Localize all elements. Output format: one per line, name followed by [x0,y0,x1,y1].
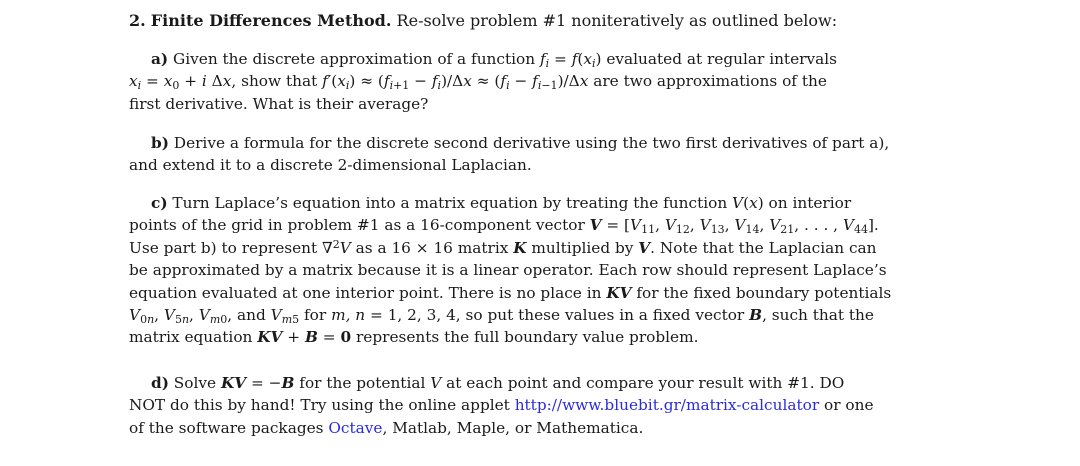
part-c-line-6: $V_{0n}$, $V_{5n}$, $V_{m0}$, and $V_{m5}$ for m, n = 1, 2, 3, 4, so put these values in a fixed vector B, such that the [129,306,874,326]
part-b-label: b) [151,134,169,152]
problem-number: 2. [129,11,146,30]
part-a [129,48,955,115]
part-c-label: c) [151,194,168,212]
part-d-label: d) [151,374,169,392]
part-a-line-2: $x_i = x_0 + i$ Δx, show that $f'(x_i) \approx (f_{i+1} - f_i)/\Delta x \approx (f_i - f_{i-1})/\Delta x$ are two approximations of the [129,72,827,93]
part-c-line-4: be approximated by a matrix because it is a linear operator. Each row should represent Laplace’s [129,261,887,280]
matrix-calculator-link[interactable]: http://www.bluebit.gr/matrix-calculator [514,396,820,415]
part-c-line-7: matrix equation KV + B = 0 represents the full boundary value problem. [129,328,699,347]
part-a-label: a) [151,50,169,68]
problem-heading: 2. Finite Differences Method. Re-solve problem #1 noniteratively as outlined below: [129,11,838,30]
part-b [129,132,955,177]
part-d-line-2: NOT do this by hand! Try using the online applet http://www.bluebit.gr/matrix-calculator or one [129,396,874,415]
part-a-line-1: a) Given the discrete approximation of a function $f_i = f(x_i)$ evaluated at regular intervals [151,50,837,70]
problem-title: Finite Differences Method [150,11,386,30]
part-d-line-1: d) Solve KV = −B for the potential V at each point and compare your result with #1. DO [151,374,845,392]
part-c-line-5: equation evaluated at one interior point. There is no place in KV for the fixed boundary potentials [129,283,892,302]
part-d-line-3: of the software packages Octave, Matlab, Maple, or Mathematica. [129,418,644,437]
part-c-line-1: c) Turn Laplace’s equation into a matrix equation by treating the function V(x) on interior [151,194,852,212]
part-c-line-3: Use part b) to represent ∇$^2$V as a 16 × 16 matrix K multiplied by V. Note that the Laplacian can [129,237,877,257]
part-b-line-1: b) Derive a formula for the discrete second derivative using the two first derivatives of part a), [151,134,890,152]
problem-intro: Re-solve problem #1 noniteratively as outlined below: [396,11,838,30]
part-c [129,192,955,349]
part-b-line-2: and extend it to a discrete 2-dimensional Laplacian. [129,156,532,175]
part-c-line-2: points of the grid in problem #1 as a 16-component vector $V = [V_{11}$, $V_{12}$, $V_{13}$, $V_{14}$, $V_{21}$, . . . , $V_{44}$]. [129,216,879,237]
octave-link[interactable]: Octave [328,418,383,437]
part-a-line-3: first derivative. What is their average? [129,94,429,113]
part-d [129,372,955,439]
